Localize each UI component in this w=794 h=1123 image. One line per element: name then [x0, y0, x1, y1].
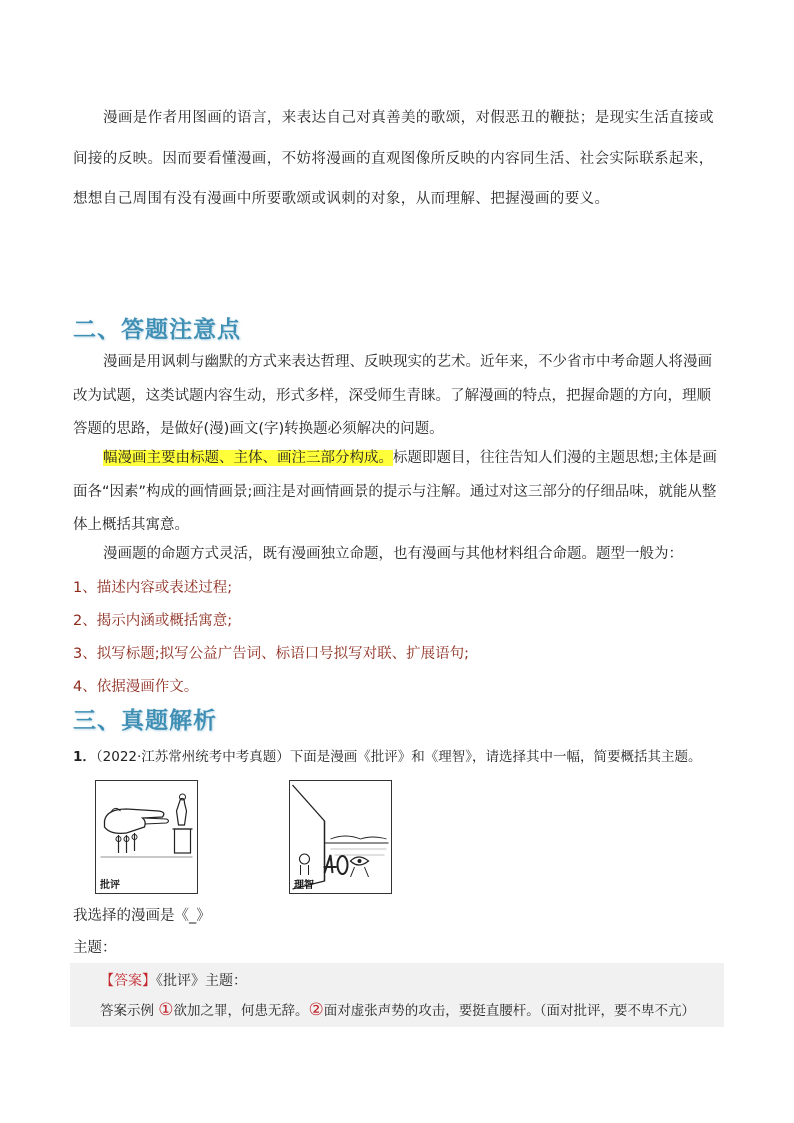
- circled-number-two: ②: [308, 1000, 324, 1020]
- choice-line: 我选择的漫画是《_》: [73, 908, 211, 924]
- answer-box: [70, 963, 724, 1027]
- tips-paragraph-2: [73, 442, 723, 543]
- answer-part-2: 面对虚张声势的攻击，要挺直腰杆。（面对批评，要不卑不亢）: [323, 1003, 696, 1019]
- tips-paragraph-1: 漫画是用讽刺与幽默的方式来表达哲理、反映现实的艺术。近年来，不少省市中考命题人将漫画改为试题，这类试题内容生动，形式多样，深受师生青睐。了解漫画的特点，把握命题的方向，理顺答题的思路，是做好(漫)画文(字)转换题必须解决的问题。: [73, 354, 712, 437]
- question: [73, 742, 733, 772]
- intro-paragraph: 漫画是作者用图画的语言，来表达自己对真善美的歌颂，对假恶丑的鞭挞；是现实生活直接或间接的反映。因而要看懂漫画，不妨将漫画的直观图像所反映的内容同生活、社会实际联系起来，想想自己周围有没有漫画中所要歌颂或讽刺的对象，从而理解、把握漫画的要义。: [73, 110, 714, 207]
- list-item: 2、揭示内涵或概括寓意;: [73, 613, 233, 629]
- question-type-list: [73, 572, 469, 704]
- tips-paragraph-3: 漫画题的命题方式灵活，既有漫画独立命题，也有漫画与其他材料组合命题。题型一般为：: [103, 546, 683, 562]
- list-item: 3、拟写标题;拟写公益广告词、标语口号拟写对联、扩展语句;: [73, 646, 469, 662]
- theme-line: 主题：: [73, 940, 117, 956]
- cartoon-reason-caption: 理智: [294, 880, 314, 891]
- list-item: 4、依据漫画作文。: [73, 679, 199, 695]
- cartoon-criticism-caption: 批评: [100, 880, 120, 891]
- circled-number-one: ①: [158, 1000, 174, 1020]
- tips-paragraph-2-rest: 标题即题目，往往告知人们漫的主题思想;主体是画面各“因素”构成的画情画景;画注是对画情画景的提示与注解。通过对这三部分的仔细品味，就能从整体上概括其寓意。: [73, 450, 717, 533]
- list-item: 1、描述内容或表述过程;: [73, 580, 233, 596]
- answer-title: 《批评》主题：: [156, 973, 247, 989]
- answer-example: [100, 998, 695, 1023]
- cartoon-criticism: [95, 780, 198, 894]
- highlighted-text: 幅漫画主要由标题、主体、画注三部分构成。: [103, 450, 393, 466]
- section-heading-answer-tips: 二、答题注意点: [73, 317, 241, 343]
- cartoon-reason: [289, 780, 392, 894]
- question-number: 1．: [73, 749, 96, 765]
- answer-part-1: 欲加之罪，何患无辞。: [173, 1003, 309, 1019]
- answer-tag: 【答案】: [100, 973, 156, 989]
- section-heading-exam-analysis: 三、真题解析: [73, 708, 217, 734]
- question-text: （2022·江苏常州统考中考真题）下面是漫画《批评》和《理智》，请选择其中一幅，简要概括其主题。: [95, 749, 702, 765]
- answer-prefix: 答案示例: [100, 1003, 159, 1019]
- answer-header: [100, 969, 247, 993]
